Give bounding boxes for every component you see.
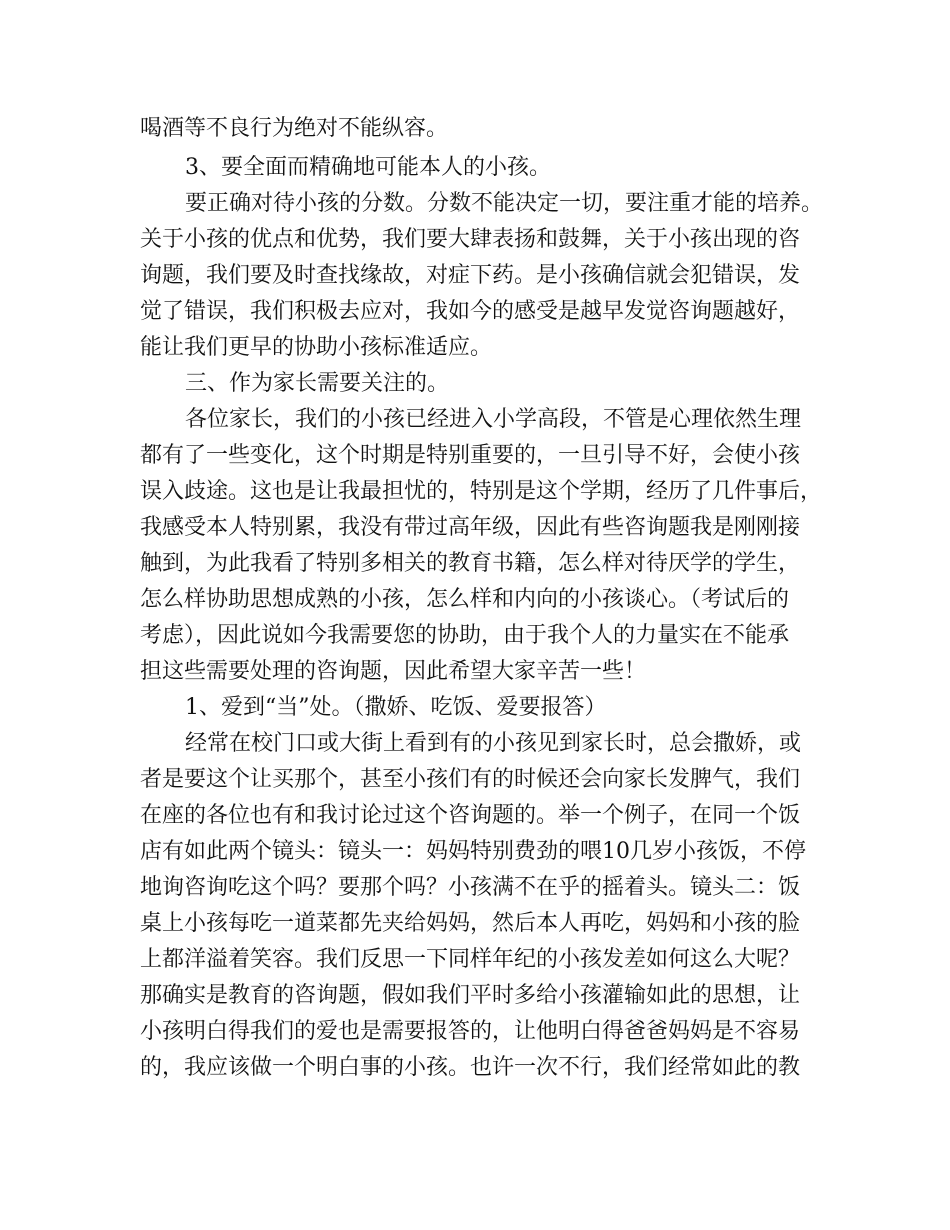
paragraph-line: 关于小孩的优点和优势，我们要大肆表扬和鼓舞，关于小孩出现的咨 — [140, 227, 801, 252]
paragraph-line: 我感受本人特别累，我没有带过高年级，因此有些咨询题我是刚刚接 — [140, 515, 801, 540]
paragraph-line: 桌上小孩每吃一道菜都先夹给妈妈，然后本人再吃，妈妈和小孩的脸 — [140, 911, 801, 936]
paragraph-line: 喝酒等不良行为绝对不能纵容。 — [140, 116, 449, 141]
paragraph-line: 触到，为此我看了特别多相关的教育书籍，怎么样对待厌学的学生， — [140, 551, 801, 576]
paragraph-line: 者是要这个让买那个，甚至小孩们有的时候还会向家长发脾气，我们 — [140, 767, 801, 792]
paragraph-line: 店有如此两个镜头：镜头一：妈妈特别费劲的喂10几岁小孩饭，不停 — [140, 839, 806, 864]
paragraph-line: 能让我们更早的协助小孩标准适应。 — [140, 335, 493, 360]
paragraph-line: 担这些需要处理的咨询题，因此希望大家辛苦一些！ — [140, 659, 647, 684]
paragraph-line: 都有了一些变化，这个时期是特别重要的，一旦引导不好，会使小孩 — [140, 443, 801, 468]
paragraph-line: 询题，我们要及时查找缘故，对症下药。是小孩确信就会犯错误，发 — [140, 263, 801, 288]
paragraph-line: 觉了错误，我们积极去应对，我如今的感受是越早发觉咨询题越好， — [140, 299, 801, 324]
list-item-heading: 3、要全面而精确地可能本人的小孩。 — [185, 155, 551, 180]
section-heading: 三、作为家长需要关注的。 — [185, 371, 450, 396]
paragraph-line: 在座的各位也有和我讨论过这个咨询题的。举一个例子，在同一个饭 — [140, 803, 801, 828]
paragraph-line: 的，我应该做一个明白事的小孩。也许一次不行，我们经常如此的教 — [140, 1055, 801, 1080]
paragraph-line: 经常在校门口或大街上看到有的小孩见到家长时，总会撒娇，或 — [185, 731, 802, 756]
paragraph-line: 考虑），因此说如今我需要您的协助，由于我个人的力量实在不能承 — [140, 623, 790, 648]
paragraph-line: 误入歧途。这也是让我最担忧的，特别是这个学期，经历了几件事后， — [140, 479, 823, 504]
paragraph-line: 小孩明白得我们的爱也是需要报答的，让他明白得爸爸妈妈是不容易 — [140, 1019, 801, 1044]
paragraph-line: 要正确对待小孩的分数。分数不能决定一切，要注重才能的培养。 — [185, 191, 824, 216]
paragraph-line: 那确实是教育的咨询题，假如我们平时多给小孩灌输如此的思想，让 — [140, 983, 801, 1008]
paragraph-line: 怎么样协助思想成熟的小孩，怎么样和内向的小孩谈心。（考试后的 — [140, 587, 790, 612]
paragraph-line: 各位家长，我们的小孩已经进入小学高段，不管是心理依然生理 — [185, 407, 802, 432]
list-item-heading: 1、爱到“当”处。（撒娇、吃饭、爱要报答） — [185, 695, 607, 720]
paragraph-line: 地询咨询吃这个吗？要那个吗？小孩满不在乎的摇着头。镜头二：饭 — [140, 875, 801, 900]
paragraph-line: 上都洋溢着笑容。我们反思一下同样年纪的小孩发差如何这么大呢？ — [140, 947, 801, 972]
